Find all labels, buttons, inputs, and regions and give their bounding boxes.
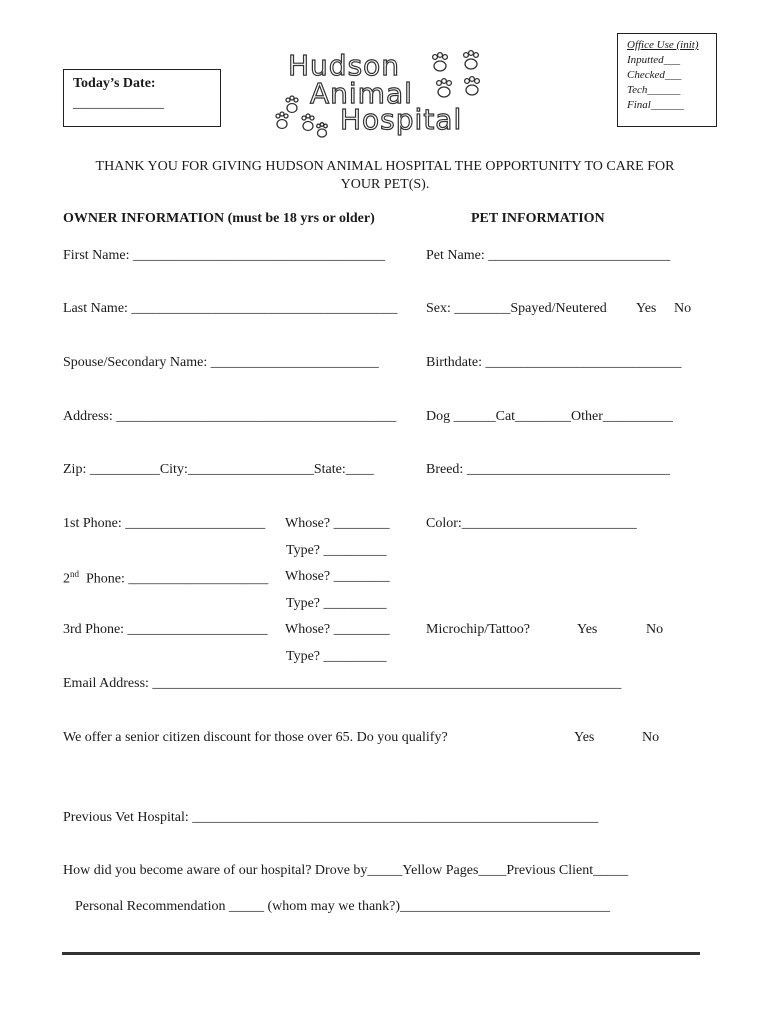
logo-line-hospital: Hospital [340, 103, 463, 136]
senior-discount-question: We offer a senior citizen discount for those over 65. Do you qualify? [63, 730, 448, 745]
paw-prints-icon [268, 44, 498, 140]
senior-no-option[interactable]: No [642, 730, 660, 745]
phone-3-field[interactable]: 3rd Phone: ____________________ [63, 622, 268, 637]
phone-2-whose-field[interactable]: Whose? ________ [285, 569, 390, 584]
email-address-field[interactable]: Email Address: ___________________________________________________________________ [63, 676, 622, 691]
owner-information-heading: OWNER INFORMATION (must be 18 yrs or older) [63, 211, 375, 226]
logo-line-animal: Animal [310, 77, 413, 110]
phone-3-type-field[interactable]: Type? _________ [286, 649, 387, 664]
microchip-label: Microchip/Tattoo? [426, 622, 530, 637]
thank-you-line-2: YOUR PET(S). [340, 177, 430, 192]
pet-name-field[interactable]: Pet Name: __________________________ [426, 248, 671, 263]
awareness-line-1[interactable]: How did you become aware of our hospital? Drove by_____Yellow Pages____Previous Client_____ [63, 863, 629, 878]
phone-2-ordinal-suffix: nd [70, 569, 79, 579]
phone-2-label: Phone: ____________________ [86, 571, 269, 587]
phone-1-whose-field[interactable]: Whose? ________ [285, 516, 390, 531]
species-field[interactable]: Dog ______Cat________Other__________ [426, 409, 673, 424]
phone-2-field[interactable] [63, 569, 268, 588]
phone-1-type-field[interactable]: Type? _________ [286, 543, 387, 558]
pet-sex-field[interactable]: Sex: ________Spayed/Neutered [426, 301, 607, 316]
office-use-title: Office Use (init) [627, 39, 699, 51]
address-field[interactable]: Address: ________________________________________ [63, 409, 397, 424]
phone-3-whose-field[interactable]: Whose? ________ [285, 622, 390, 637]
phone-2-ordinal: 2 [63, 571, 70, 587]
senior-yes-option[interactable]: Yes [574, 730, 595, 745]
previous-vet-field[interactable]: Previous Vet Hospital: __________________________________________________________ [63, 810, 599, 825]
todays-date-box [63, 69, 221, 127]
phone-2-type-field[interactable]: Type? _________ [286, 596, 387, 611]
microchip-yes-option[interactable]: Yes [577, 622, 598, 637]
logo-line-hudson: Hudson [288, 49, 401, 82]
spouse-name-field[interactable]: Spouse/Secondary Name: ________________________ [63, 355, 379, 370]
awareness-line-2[interactable]: Personal Recommendation _____ (whom may we thank?)______________________________ [75, 899, 611, 914]
office-tech[interactable]: Tech______ [627, 84, 681, 96]
office-use-box [617, 33, 717, 127]
spayed-no-option[interactable]: No [674, 301, 692, 316]
spayed-yes-option[interactable]: Yes [636, 301, 657, 316]
hudson-animal-hospital-logo [268, 44, 498, 140]
microchip-no-option[interactable]: No [646, 622, 664, 637]
bottom-divider [62, 952, 700, 955]
birthdate-field[interactable]: Birthdate: ____________________________ [426, 355, 682, 370]
last-name-field[interactable]: Last Name: ______________________________________ [63, 301, 398, 316]
office-inputted[interactable]: Inputted___ [627, 54, 681, 66]
color-field[interactable]: Color:_________________________ [426, 516, 637, 531]
breed-field[interactable]: Breed: _____________________________ [426, 462, 670, 477]
phone-1-field[interactable]: 1st Phone: ____________________ [63, 516, 266, 531]
todays-date-field[interactable]: _____________ [73, 96, 164, 111]
todays-date-label: Today’s Date: [73, 76, 156, 91]
thank-you-line-1: THANK YOU FOR GIVING HUDSON ANIMAL HOSPITAL THE OPPORTUNITY TO CARE FOR [95, 159, 675, 174]
office-final[interactable]: Final______ [627, 99, 684, 111]
zip-city-state-field[interactable]: Zip: __________City:__________________State:____ [63, 462, 374, 477]
first-name-field[interactable]: First Name: ____________________________________ [63, 248, 385, 263]
office-checked[interactable]: Checked___ [627, 69, 682, 81]
pet-information-heading: PET INFORMATION [471, 211, 605, 226]
